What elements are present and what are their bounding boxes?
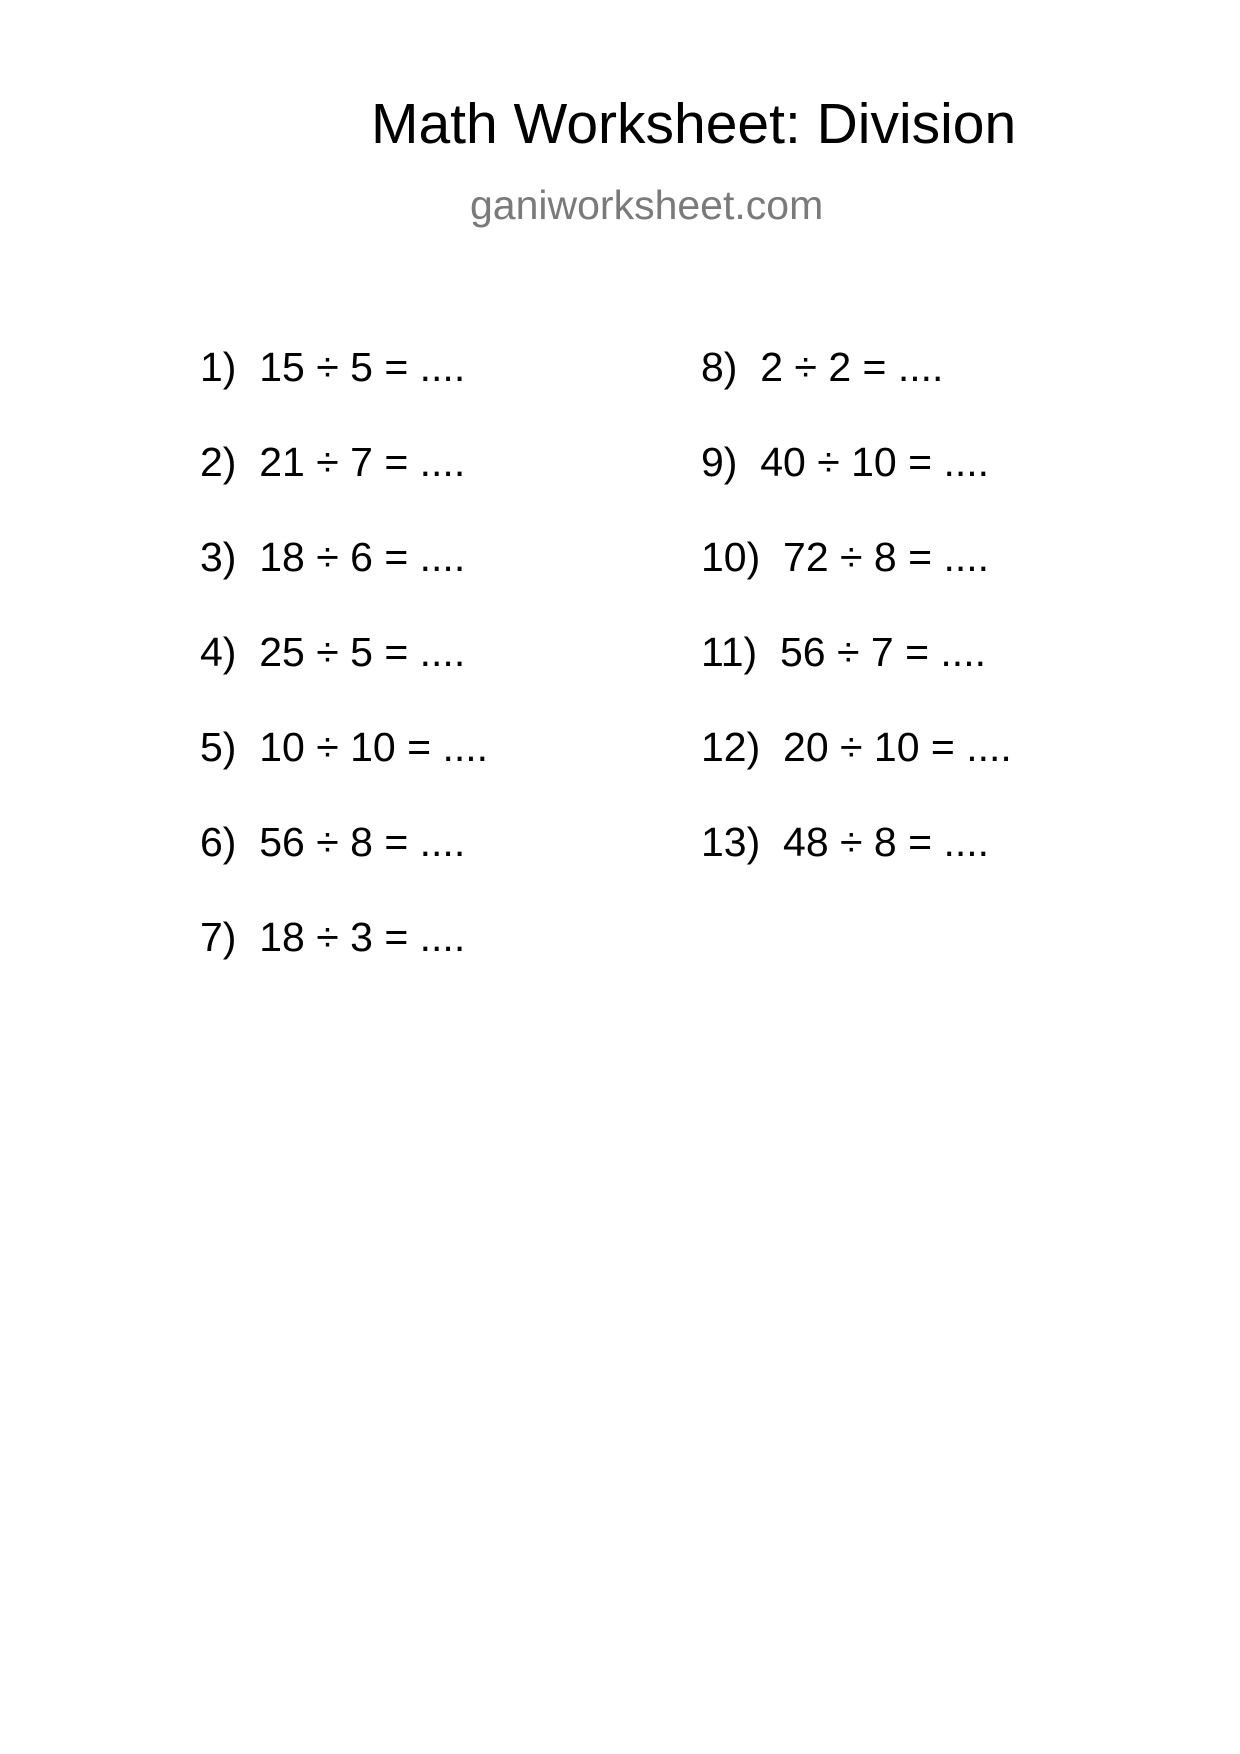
problem-7: 7) 18 ÷ 3 = .... <box>200 914 466 960</box>
problems-left-column <box>200 344 489 1012</box>
problem-10: 10) 72 ÷ 8 = .... <box>701 534 990 580</box>
problem-5: 5) 10 ÷ 10 = .... <box>200 724 489 770</box>
problem-3: 3) 18 ÷ 6 = .... <box>200 534 466 580</box>
worksheet-title: Math Worksheet: Division <box>371 92 1017 156</box>
problem-2: 2) 21 ÷ 7 = .... <box>200 439 466 485</box>
problem-4: 4) 25 ÷ 5 = .... <box>200 629 466 675</box>
problem-1: 1) 15 ÷ 5 = .... <box>200 344 466 390</box>
problem-8: 8) 2 ÷ 2 = .... <box>701 344 944 390</box>
problem-12: 12) 20 ÷ 10 = .... <box>701 724 1012 770</box>
website-url: ganiworksheet.com <box>470 182 824 228</box>
problem-13: 13) 48 ÷ 8 = .... <box>701 819 990 865</box>
problem-6: 6) 56 ÷ 8 = .... <box>200 819 466 865</box>
problem-9: 9) 40 ÷ 10 = .... <box>701 439 990 485</box>
problem-11: 11) 56 ÷ 7 = .... <box>701 629 986 675</box>
problems-right-column <box>701 344 1012 917</box>
